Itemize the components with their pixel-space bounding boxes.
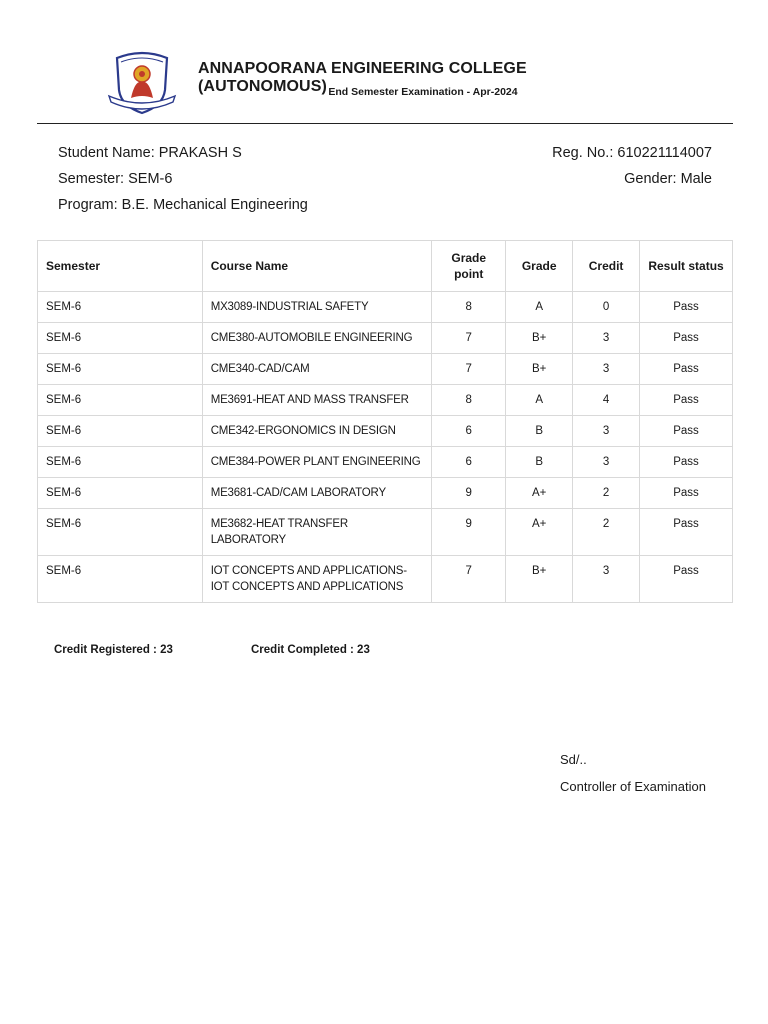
header-course-name: Course Name xyxy=(202,241,432,292)
controller-title: Controller of Examination xyxy=(560,779,706,794)
cell-result-status: Pass xyxy=(640,509,733,556)
cell-semester: SEM-6 xyxy=(38,478,203,509)
cell-result-status: Pass xyxy=(640,416,733,447)
cell-result-status: Pass xyxy=(640,556,733,603)
reg-no: 610221114007 xyxy=(617,145,712,161)
program-line xyxy=(58,197,308,213)
cell-grade-point: 8 xyxy=(432,292,506,323)
table-header-row xyxy=(38,241,733,292)
cell-credit: 3 xyxy=(573,354,640,385)
semester-value: SEM-6 xyxy=(128,171,173,187)
semester-line xyxy=(58,171,172,187)
reg-no-label: Reg. No.: xyxy=(552,145,614,161)
gender-line xyxy=(624,171,712,187)
program-value: B.E. Mechanical Engineering xyxy=(121,197,308,213)
table-row xyxy=(38,354,733,385)
exam-title: End Semester Examination - Apr-2024 xyxy=(328,86,518,98)
cell-grade: B+ xyxy=(506,556,573,603)
cell-semester: SEM-6 xyxy=(38,292,203,323)
cell-grade: B+ xyxy=(506,323,573,354)
cell-course-name: CME340-CAD/CAM xyxy=(202,354,432,385)
cell-course-name: IOT CONCEPTS AND APPLICATIONS-IOT CONCEPTS AND APPLICATIONS xyxy=(202,556,432,603)
cell-result-status: Pass xyxy=(640,478,733,509)
cell-semester: SEM-6 xyxy=(38,385,203,416)
cell-grade-point: 7 xyxy=(432,323,506,354)
semester-label: Semester: xyxy=(58,171,125,187)
cell-course-name: ME3681-CAD/CAM LABORATORY xyxy=(202,478,432,509)
student-name: PRAKASH S xyxy=(158,145,242,161)
header-result-status: Result status xyxy=(640,241,733,292)
credit-registered: Credit Registered : 23 xyxy=(54,644,173,656)
cell-result-status: Pass xyxy=(640,323,733,354)
cell-grade: A xyxy=(506,292,573,323)
cell-grade-point: 9 xyxy=(432,509,506,556)
cell-grade-point: 9 xyxy=(432,478,506,509)
header-credit: Credit xyxy=(573,241,640,292)
cell-credit: 4 xyxy=(573,385,640,416)
student-name-line xyxy=(58,145,242,161)
marks-table xyxy=(37,240,733,603)
cell-grade-point: 6 xyxy=(432,447,506,478)
cell-result-status: Pass xyxy=(640,292,733,323)
reg-no-line xyxy=(552,145,712,161)
cell-course-name: ME3682-HEAT TRANSFER LABORATORY xyxy=(202,509,432,556)
credit-completed: Credit Completed : 23 xyxy=(251,644,370,656)
cell-credit: 3 xyxy=(573,416,640,447)
cell-course-name: ME3691-HEAT AND MASS TRANSFER xyxy=(202,385,432,416)
cell-result-status: Pass xyxy=(640,385,733,416)
table-row xyxy=(38,292,733,323)
gender-value: Male xyxy=(680,171,712,187)
cell-semester: SEM-6 xyxy=(38,447,203,478)
header-semester: Semester xyxy=(38,241,203,292)
cell-semester: SEM-6 xyxy=(38,416,203,447)
cell-grade-point: 8 xyxy=(432,385,506,416)
cell-grade: B+ xyxy=(506,354,573,385)
header-grade: Grade xyxy=(506,241,573,292)
cell-semester: SEM-6 xyxy=(38,323,203,354)
table-row xyxy=(38,447,733,478)
gender-label: Gender: xyxy=(624,171,677,187)
header-grade-point: Grade point xyxy=(432,241,506,292)
cell-grade-point: 7 xyxy=(432,354,506,385)
signature-sd: Sd/.. xyxy=(560,752,587,767)
student-name-label: Student Name: xyxy=(58,145,155,161)
table-row xyxy=(38,556,733,603)
marks-table-body xyxy=(38,292,733,603)
table-row xyxy=(38,509,733,556)
cell-credit: 0 xyxy=(573,292,640,323)
cell-grade: B xyxy=(506,416,573,447)
cell-grade-point: 7 xyxy=(432,556,506,603)
table-row xyxy=(38,323,733,354)
cell-credit: 2 xyxy=(573,509,640,556)
cell-semester: SEM-6 xyxy=(38,354,203,385)
cell-grade-point: 6 xyxy=(432,416,506,447)
cell-course-name: CME384-POWER PLANT ENGINEERING xyxy=(202,447,432,478)
cell-result-status: Pass xyxy=(640,354,733,385)
table-row xyxy=(38,416,733,447)
cell-credit: 3 xyxy=(573,447,640,478)
cell-grade: B xyxy=(506,447,573,478)
header-divider xyxy=(37,123,733,124)
cell-result-status: Pass xyxy=(640,447,733,478)
cell-semester: SEM-6 xyxy=(38,509,203,556)
cell-course-name: MX3089-INDUSTRIAL SAFETY xyxy=(202,292,432,323)
college-logo-icon xyxy=(107,50,177,116)
cell-grade: A+ xyxy=(506,509,573,556)
cell-course-name: CME342-ERGONOMICS IN DESIGN xyxy=(202,416,432,447)
cell-semester: SEM-6 xyxy=(38,556,203,603)
table-row xyxy=(38,385,733,416)
cell-grade: A xyxy=(506,385,573,416)
cell-credit: 3 xyxy=(573,323,640,354)
cell-credit: 2 xyxy=(573,478,640,509)
table-row xyxy=(38,478,733,509)
cell-course-name: CME380-AUTOMOBILE ENGINEERING xyxy=(202,323,432,354)
college-name: ANNAPOORANA ENGINEERING COLLEGE (AUTONOMOUS) xyxy=(198,60,527,95)
cell-credit: 3 xyxy=(573,556,640,603)
cell-grade: A+ xyxy=(506,478,573,509)
program-label: Program: xyxy=(58,197,118,213)
